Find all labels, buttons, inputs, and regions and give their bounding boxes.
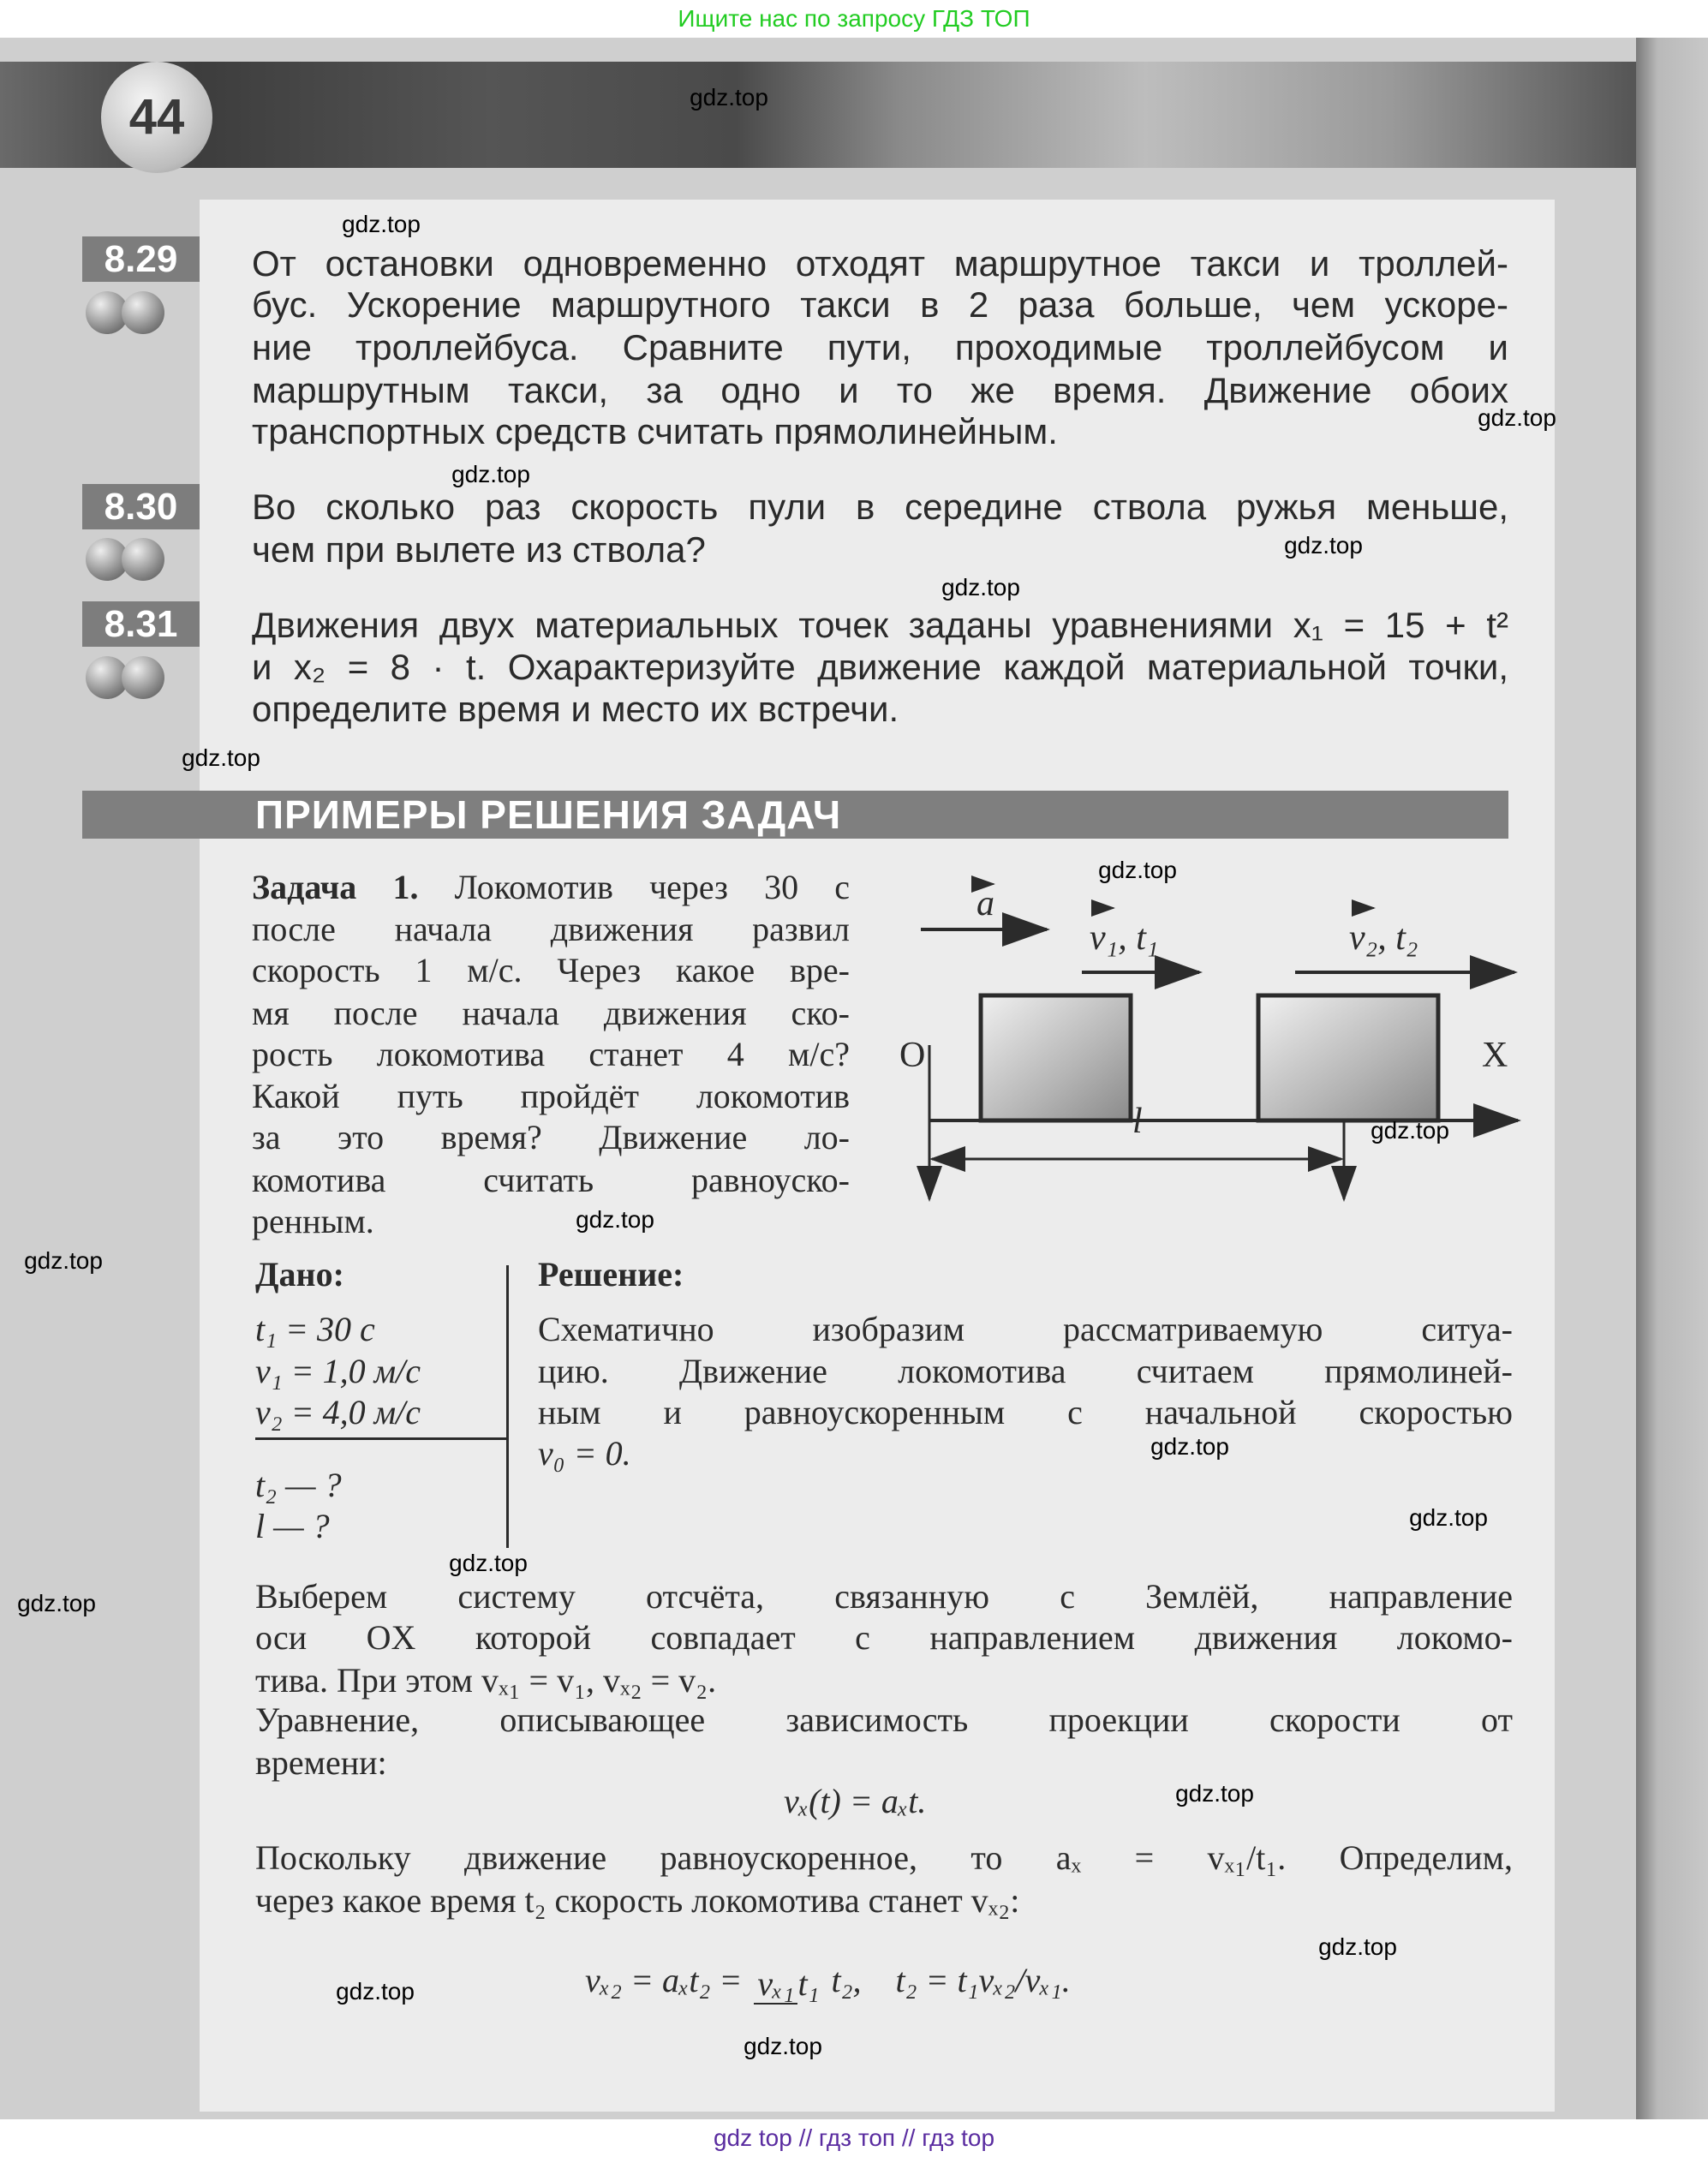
given-item: v₁ = 1,0 м/с (255, 1352, 421, 1390)
page-number: 44 (101, 62, 212, 173)
problem-text-line: транспортных средств считать прямолинейным. (252, 411, 1058, 451)
watermark: gdz.top (1478, 404, 1556, 431)
formula-velocity: vₓ(t) = aₓt. (784, 1782, 927, 1820)
watermark: gdz.top (1098, 857, 1177, 883)
acceleration-label: a (976, 884, 994, 923)
task-text-line: скорость 1 м/с. Через какое вре- (252, 951, 850, 989)
solution-line: Уравнение, описывающее зависимость проекции скорости от (255, 1700, 1513, 1739)
task-text-line: комотива считать равноуско- (252, 1161, 850, 1199)
velocity-2-label: v₂, t₂ (1349, 918, 1418, 958)
problem-text-line: чем при вылете из ствола? (252, 529, 706, 570)
solution-line: Выберем систему отсчёта, связанную с Землёй, направление (255, 1577, 1513, 1616)
problem-text-line: маршрутным такси, за одно и то же время. Движение обоих (252, 370, 1508, 410)
given-item: t₁ = 30 с (255, 1310, 375, 1348)
search-hint-banner: Ищите нас по запросу ГДЗ ТОП (678, 5, 1030, 32)
problem-number: 8.29 (82, 236, 200, 282)
solution-line: Поскольку движение равноускоренное, то aₓ = vₓ₁/t₁. Определим, (255, 1838, 1513, 1877)
watermark: gdz.top (1371, 1117, 1449, 1144)
section-title: ПРИМЕРЫ РЕШЕНИЯ ЗАДАЧ (255, 792, 842, 837)
given-divider-horizontal (255, 1437, 506, 1440)
given-heading: Дано: (255, 1255, 344, 1294)
given-divider-vertical (506, 1265, 509, 1548)
watermark: gdz.top (1175, 1780, 1254, 1807)
axis-label: X (1482, 1036, 1508, 1075)
footer-links: gdz top // гдз топ // гдз top (713, 2124, 995, 2151)
fraction: vₓ₁ t₁ (754, 1965, 819, 2003)
watermark: gdz.top (182, 744, 260, 771)
problem-text-line: ние троллейбуса. Сравните пути, проходимые троллейбусом и (252, 327, 1508, 367)
watermark: gdz.top (24, 1247, 103, 1274)
problem-number: 8.31 (82, 601, 200, 647)
problem-text-line: определите время и место их встречи. (252, 689, 899, 729)
task-label: Задача 1. (252, 868, 419, 906)
task-text-line: Какой путь пройдёт локомотив (252, 1077, 850, 1115)
solution-line: v₀ = 0. (538, 1434, 631, 1473)
task-text-line: мя после начала движения ско- (252, 994, 850, 1032)
problem-text-line: бус. Ускорение маршрутного такси в 2 раза больше, чем ускоре- (252, 284, 1508, 325)
watermark: gdz.top (342, 211, 421, 237)
unknown-item: t₂ — ? (255, 1466, 342, 1504)
watermark: gdz.top (1150, 1433, 1229, 1460)
solution-heading: Решение: (538, 1255, 684, 1294)
solution-line: цию. Движение локомотива считаем прямолиней- (538, 1352, 1513, 1390)
watermark: gdz.top (744, 2033, 822, 2059)
task-text-line: Задача 1. Локомотив через 30 с (252, 868, 851, 906)
locomotive-start (981, 995, 1131, 1120)
problem-text-line: Во сколько раз скорость пули в середине ствола ружья меньше, (252, 487, 1508, 527)
watermark: gdz.top (690, 84, 768, 111)
velocity-1-label: v₁, t₁ (1090, 918, 1159, 958)
locomotive-end (1258, 995, 1438, 1120)
problem-text-line: От остановки одновременно отходят маршрутное такси и троллей- (252, 243, 1508, 284)
task-text-line: рость локомотива станет 4 м/с? (252, 1035, 850, 1073)
solution-line: тива. При этом vₓ₁ = v₁, vₓ₂ = v₂. (255, 1661, 717, 1700)
solution-line: времени: (255, 1743, 387, 1782)
watermark: gdz.top (1318, 1933, 1397, 1960)
solution-line: Схематично изобразим рассматриваемую ситуа- (538, 1310, 1513, 1348)
watermark: gdz.top (449, 1550, 528, 1576)
watermark: gdz.top (576, 1206, 654, 1233)
unknown-item: l — ? (255, 1507, 330, 1545)
solution-line: ным и равноускоренным с начальной скоростью (538, 1393, 1513, 1431)
problem-number: 8.30 (82, 484, 200, 529)
solution-line: через какое время t₂ скорость локомотива станет vₓ₂: (255, 1881, 1020, 1920)
task-text-line: ренным. (252, 1202, 374, 1240)
watermark: gdz.top (17, 1590, 96, 1616)
watermark: gdz.top (1284, 532, 1363, 559)
watermark: gdz.top (451, 461, 530, 487)
formula-time: vₓ₂ = aₓt₂ = vₓ₁ t₁ t₂, t₂ = t₁vₓ₂/vₓ₁. (585, 1961, 1071, 2003)
solution-line: оси OX которой совпадает с направлением движения локомо- (255, 1618, 1513, 1657)
problem-text-line: Движения двух материальных точек заданы уравнениями x₁ = 15 + t² (252, 605, 1508, 645)
watermark: gdz.top (336, 1978, 415, 2005)
given-item: v₂ = 4,0 м/с (255, 1393, 421, 1431)
watermark: gdz.top (1409, 1504, 1488, 1531)
watermark: gdz.top (941, 574, 1020, 600)
problem-text-line: и x₂ = 8 · t. Охарактеризуйте движение каждой материальной точки, (252, 647, 1508, 687)
task-text-line: за это время? Движение ло- (252, 1118, 850, 1156)
distance-label: l (1132, 1102, 1143, 1141)
task-text-line: после начала движения развил (252, 910, 850, 948)
origin-label: O (899, 1036, 926, 1075)
